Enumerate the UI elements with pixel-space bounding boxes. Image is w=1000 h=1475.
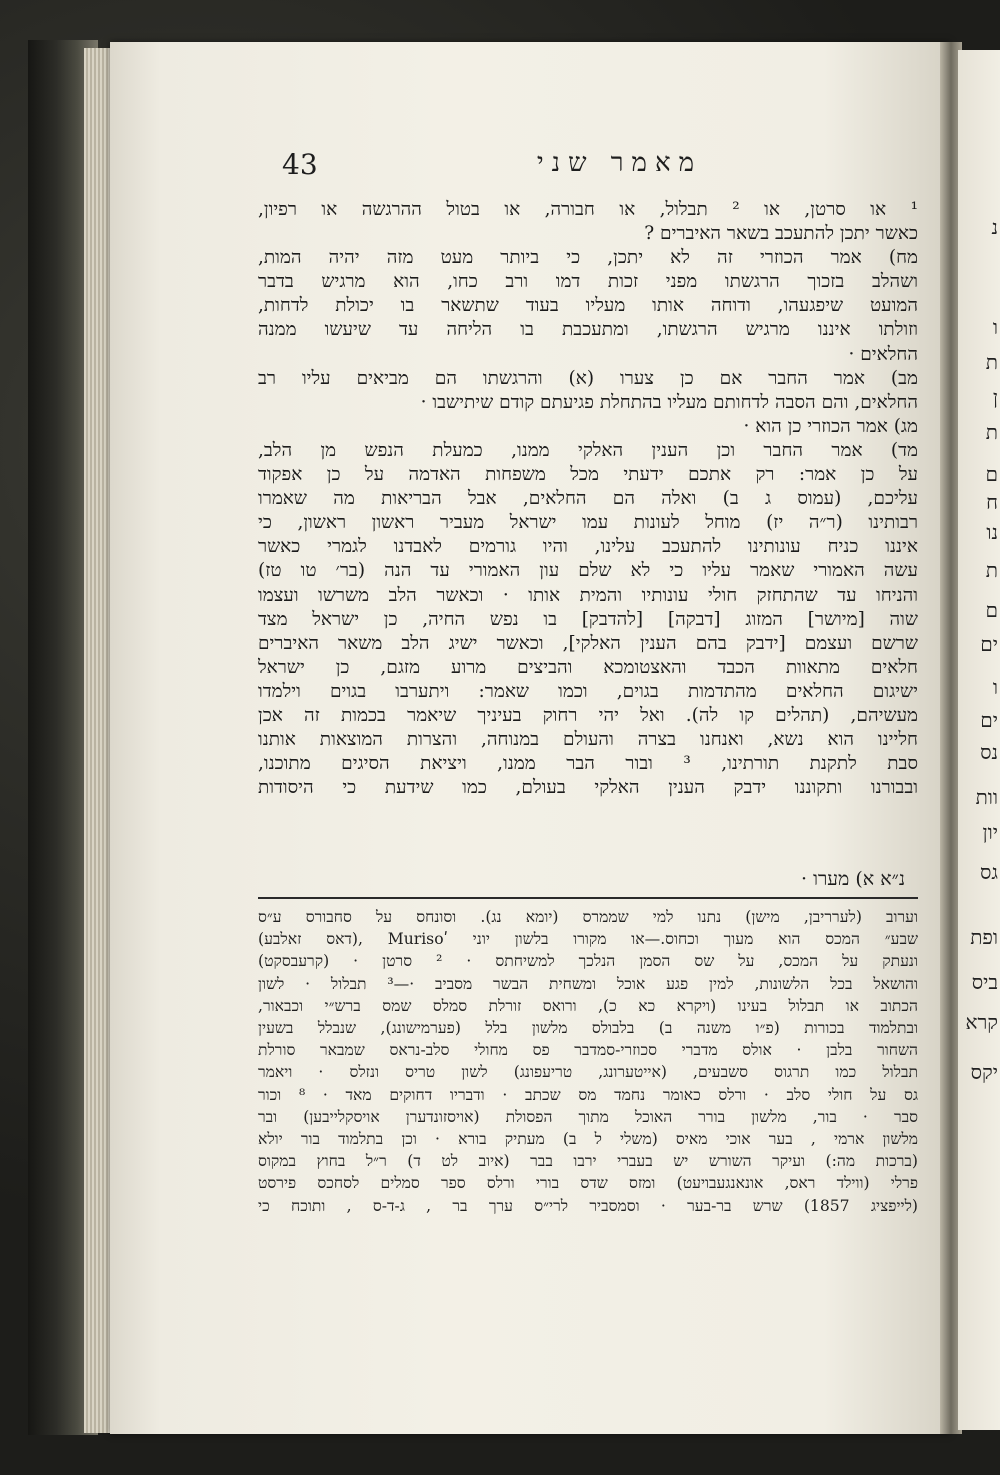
text-line: סבת לתקנת תורתינו, ³ ובור הבר ממנו, ויציאת הסיגים מתוכנו,	[258, 753, 918, 775]
footnote-separator-rule	[258, 897, 918, 899]
facing-page-fragment: ת	[985, 350, 998, 374]
text-line: מב) אמר החבר אם כן צערו (א) והרגשתו הם מביאים עליו רב	[258, 367, 918, 389]
footnote-line: גס על חולי סלב · ורלס כאומר נחמד מס שכתב · ודבריו דחוקים מאד · ⁸ וכור	[258, 1085, 918, 1104]
footnote-line: (לייפציג 1857) שרש בר-בער · וסמסביר לרי״ס ערך בר , ג-ד-ס , ותוכח כי	[258, 1196, 918, 1215]
text-line: שוה [מיושר] המזוג [דבקה] [להדבק] בו נפש החיה, כן ישראל מצד	[258, 608, 918, 630]
footnote-line: פרלי (ווילד ראס, אונאנגעבויעט) ומזס שדס בורי ורלס ספר סמלים לסחכס פירסט	[258, 1174, 918, 1193]
facing-page-fragment: ת	[985, 420, 998, 444]
facing-page-fragment: ביס	[971, 970, 998, 994]
text-line: מעשיהם, (תהלים קו לה). ואל יהי רחוק בעיניך שיאמר בכמות זה אכן	[258, 704, 918, 726]
facing-page-fragment: נו	[986, 520, 998, 544]
facing-page-fragment: גס	[980, 860, 998, 884]
footnotes-block	[258, 906, 918, 1217]
text-line: ישיגום החלאים מהתדמות בגוים, וכמו שאמר: ויתערבו בגוים וילמדו	[258, 680, 918, 702]
facing-page-edge	[958, 50, 1000, 1430]
facing-page-fragment: ם	[985, 598, 998, 622]
text-line: מח) אמר הכוזרי זה לא יתכן, כי ביותר מעט מזה יהיה המות,	[258, 247, 918, 269]
text-line: כאשר יתכן להתעכב בשאר האיברים ?	[644, 223, 918, 245]
page-header	[282, 148, 702, 188]
facing-page-fragment: יקס	[970, 1060, 998, 1084]
facing-page-fragment: ופת	[970, 925, 998, 949]
text-line: המועט שיפגעהו, ודוחה אותו מעליו בעוד שתשאר בו יכולת לדחות,	[258, 295, 918, 317]
text-line: איננו כניח עונותינו להתעכב עלינו, והיו גורמים לאבדנו לגמרי כאשר	[258, 536, 918, 558]
text-line: מד) אמר החבר וכן הענין האלקי ממנו, כמעלת הנפש מן הלב,	[258, 439, 918, 461]
footnote-line: הכתוב או תבלול בעינו (ויקרא כא כ), ורואס זורלת סמלס שמס ברש״י וכבאור,	[258, 996, 918, 1015]
facing-page-fragment: ו	[992, 675, 998, 699]
footnote-line: ונעתק על המכס, על שס הסמן הנלכך למשיחתס · ² סרטן · (קרעבסקט)	[258, 952, 918, 971]
facing-page-fragment: ת	[985, 558, 998, 582]
text-line: ¹ או סרטן, או ² תבלול, או חבורה, או בטול ההרגשה או רפיון,	[258, 199, 918, 220]
footnote-line: שבע״ המכס הוא מעוך וכחוס.—או מקורו בלשון יוני ʹMuriso ,(דאס זאלבע)	[258, 930, 918, 949]
text-line: וזולתו איננו מרגיש הרגשתו, ומתעכבת בו הליחה עד שיעשו ממנה	[258, 319, 918, 341]
facing-page-fragment: יון	[982, 820, 998, 844]
text-line: חליינו הוא נשא, ואנחנו בצרה והעולם במנוחה, והצרות המוצאות אותנו	[258, 729, 918, 751]
footnote-line: וערוב (לערריבן, מישן) נתנו למי שממרס (יומא נג). וסונחס על סחבורס ע״ס	[258, 908, 918, 926]
text-line: חלאים מתאוות הכבד והאצטומכא והביצים מרוע מזגם, כן ישראל	[258, 656, 918, 678]
footnote-line: והושאל בכל הלשונות, למין פגע אוכל ומשחית הבשר מסביב ·—³ תבלול · לשון	[258, 974, 918, 993]
text-line: והניחו עד שהתחזק חולי עונותיו והמית אותו · וכאשר הלב משרשו ועצמו	[258, 584, 918, 606]
facing-page-fragment: נ	[991, 215, 998, 239]
footnote-line: מלשון ארמי , בער אוכי מאיס (משלי ל ב) מעתיק בורא · וכן בתלמוד בור יולא	[258, 1130, 918, 1149]
main-text-block	[258, 198, 918, 800]
facing-page-fragment: ים	[980, 708, 998, 732]
footnote-line: ובתלמוד בכורות (פ״ו משנה ב) בלבולס מלשון בלל (פערמישונג), שנבלל בשעין	[258, 1019, 918, 1038]
text-line: ושהלב בזכוך הרגשתו מפני זכות דמו ורב כחו, הוא מרגיש בדבר	[258, 271, 918, 293]
variant-reading-note: נ״א א) מערו ·	[801, 868, 905, 890]
text-line: רבותינו (ר״ה יז) מוחל לעונות עמו ישראל מעביר ראשון ראשון, כי	[258, 512, 918, 534]
footnote-line: תבלול כמו תרגוס סשבעים, (אייטערונג, טריעפונג) לשון טריס ונזלס · ויאמר	[258, 1063, 918, 1082]
text-line: עליכם, (עמוס ג ב) ואלה הם החלאים, אבל הבריאות מה שאמרו	[258, 488, 918, 510]
facing-page-fragment: ן	[992, 385, 998, 409]
facing-page-fragment: ם	[985, 462, 998, 486]
text-line: שרשם ועצמם [ידבק בהם הענין האלקי], וכאשר ישיג הלב משאר האיברים	[258, 632, 918, 654]
page-number: 43	[282, 148, 318, 181]
text-line: עשה האמורי שאמר עליו כי לא שלם עון האמורי עד הנה (בר׳ טו טז)	[258, 560, 918, 582]
facing-page-fragment: ח	[986, 490, 998, 514]
text-line: החלאים, והם הסבה לדחותם מעליו בהתחלת פגיעתם קודם שיתישבו ·	[420, 391, 918, 413]
text-line: מג) אמר הכוזרי כן הוא ·	[743, 415, 918, 437]
facing-page-fragment: ים	[980, 632, 998, 656]
footnote-line: השחור בלבן · אולס מדברי סכוזרי-סמדבר פס מחולי סלב-נראס שמבאר סורלת	[258, 1041, 918, 1060]
facing-page-fragment: קרא	[965, 1010, 998, 1034]
text-line: ובבורנו ותקוננו ידבק הענין האלקי בעולם, כמו שידעת כי היסודות	[258, 777, 918, 799]
footnote-line: סבר · בור, מלשון בורר האוכל מתוך הפסולת (אויסזונדערן אויסקלייבען) ובר	[258, 1107, 918, 1126]
facing-page-fragment: וות	[975, 785, 998, 809]
text-line: החלאים ·	[848, 343, 918, 365]
facing-page-fragment: נס	[980, 740, 998, 764]
footnote-line: (ברכות מה:) ועיקר השורש יש בעברי ירבו בבר (איוב לט ד) ר״ל בחוץ במקוס	[258, 1152, 918, 1171]
text-line: על כן אמר: רק אתכם ידעתי מכל משפחות האדמה על כן אפקוד	[258, 464, 918, 486]
facing-page-fragment: ו	[992, 315, 998, 339]
running-title: מאמר שני	[536, 148, 702, 178]
